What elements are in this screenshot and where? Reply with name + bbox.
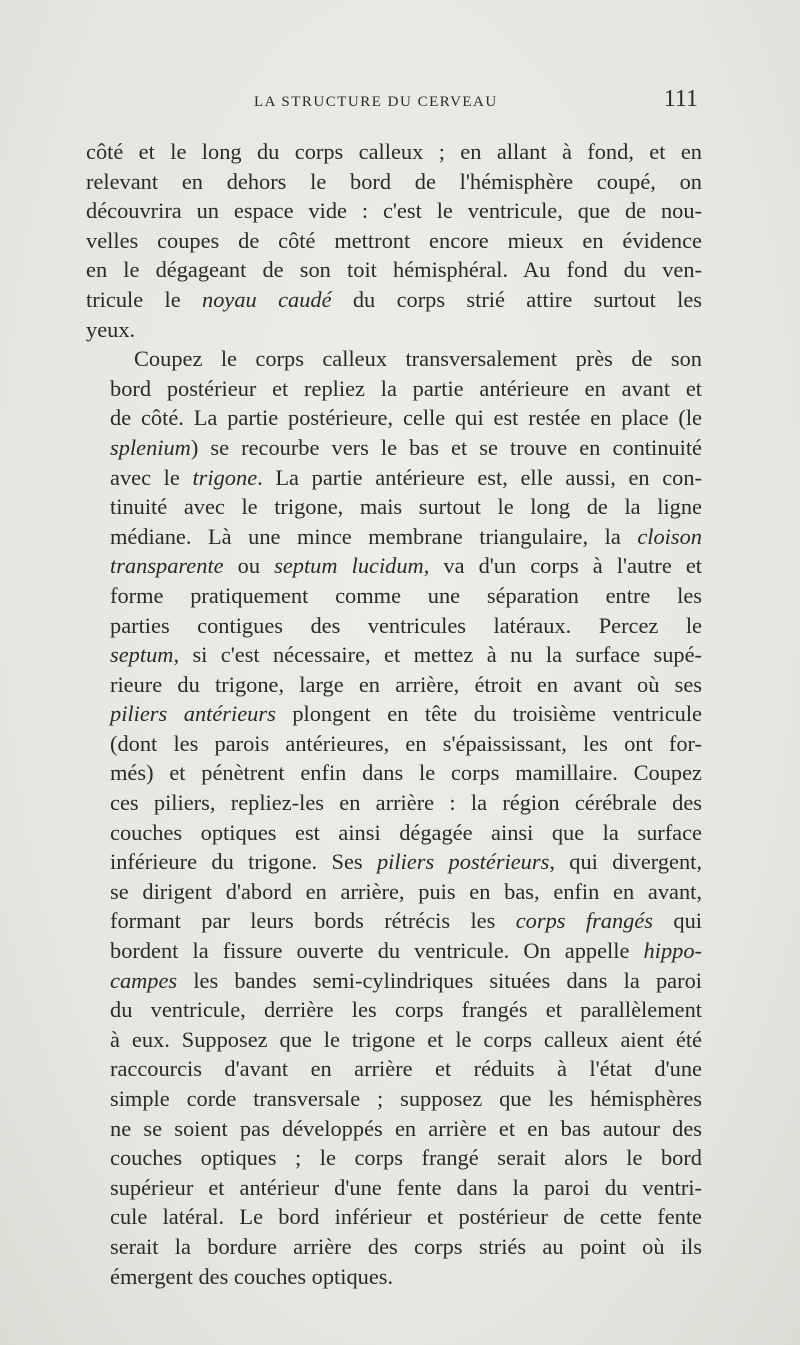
italic-term: piliers antérieurs [110, 701, 276, 727]
text-line [86, 758, 702, 788]
text-run: du ventricule, derrière les corps frangés et parallèlement [110, 997, 702, 1023]
italic-term: trigone [192, 464, 258, 490]
text-line [86, 995, 702, 1025]
text-run: parties contigues des ventricules latéraux. Percez le [110, 612, 702, 638]
text-line [86, 492, 702, 522]
text-run: bordent la fissure ouverte du ventricule. On appelle [110, 938, 644, 964]
italic-term: piliers postérieurs [376, 849, 550, 875]
text-run: formant par leurs bords rétrécis les [110, 908, 516, 934]
text-run: serait la bordure arrière des corps striés au point où ils [110, 1233, 702, 1259]
text-line [86, 167, 702, 197]
text-line [86, 1262, 702, 1292]
text-line [86, 1143, 702, 1173]
text-line [86, 137, 702, 167]
italic-term: hippo- [643, 938, 702, 964]
text-run: découvrira un espace vide : c'est le ventricule, que de nou- [86, 198, 702, 224]
text-run: velles coupes de côté mettront encore mieux en évidence [86, 227, 702, 253]
italic-term: cloison [637, 523, 702, 549]
text-line [86, 196, 702, 226]
text-run: se dirigent d'abord en arrière, puis en bas, enfin en avant, [110, 878, 702, 904]
text-line [86, 1084, 702, 1114]
text-line [86, 255, 702, 285]
text-line [86, 551, 702, 581]
text-run: Coupez le corps calleux transversalement près de son [134, 346, 702, 372]
text-line [86, 344, 702, 374]
text-line [86, 611, 702, 641]
text-line [86, 226, 702, 256]
italic-term: corps frangés [515, 908, 654, 934]
text-run: forme pratiquement comme une séparation entre les [110, 582, 702, 608]
italic-term: splenium [110, 434, 191, 460]
text-run: yeux. [86, 316, 136, 342]
text-run: en le dégageant de son toit hémisphéral. Au fond du ven- [86, 257, 702, 283]
text-run: (dont les parois antérieures, en s'épaississant, les ont for- [110, 730, 702, 756]
running-title: LA STRUCTURE DU CERVEAU [254, 94, 498, 110]
text-run: ne se soient pas développés en arrière et en bas autour des [110, 1115, 702, 1141]
text-run: côté et le long du corps calleux ; en allant à fond, et en [86, 139, 702, 164]
page-number: 111 [663, 86, 698, 112]
text-line [86, 463, 702, 493]
body-text [86, 137, 702, 1291]
paragraph [86, 137, 702, 344]
text-run: ou [223, 553, 275, 579]
text-line [86, 315, 702, 345]
text-run: qui [653, 908, 702, 934]
text-line [86, 640, 702, 670]
text-line [86, 906, 702, 936]
text-line [86, 522, 702, 552]
text-line [86, 1114, 702, 1144]
text-line [86, 581, 702, 611]
text-run: rieure du trigone, large en arrière, étroit en avant où ses [110, 671, 702, 697]
page-header [88, 86, 700, 116]
text-run: de côté. La partie postérieure, celle qui est restée en place (le [110, 405, 702, 431]
text-line [86, 788, 702, 818]
text-line [86, 1054, 702, 1084]
text-run: . La partie antérieure est, elle aussi, en con- [257, 464, 702, 490]
text-line [86, 1025, 702, 1055]
text-run: raccourcis d'avant en arrière et réduits à l'état d'une [110, 1056, 702, 1082]
text-line [86, 1232, 702, 1262]
text-run: émergent des couches optiques. [110, 1263, 394, 1289]
text-line [86, 818, 702, 848]
text-run: médiane. Là une mince membrane triangulaire, la [110, 523, 638, 549]
text-line [86, 374, 702, 404]
text-line [86, 670, 702, 700]
text-line [86, 285, 702, 315]
text-run: més) et pénètrent enfin dans le corps mamillaire. Coupez [110, 760, 702, 786]
text-line [86, 433, 702, 463]
text-run: plongent en tête du troisième ventricule [275, 701, 702, 727]
text-run: les bandes semi-cylindriques situées dans la paroi [177, 967, 702, 993]
italic-term: septum lucidum [274, 553, 424, 579]
text-run: simple corde transversale ; supposez que les hémisphères [110, 1086, 702, 1111]
italic-term: septum [110, 642, 174, 668]
text-run: couches optiques est ainsi dégagée ainsi que la surface [110, 819, 702, 845]
text-run: relevant en dehors le bord de l'hémisphère coupé, on [86, 168, 702, 194]
text-run: tricule le [86, 286, 203, 312]
text-run: tinuité avec le trigone, mais surtout le long de la ligne [110, 494, 702, 520]
text-run: , va d'un corps à l'autre et [423, 553, 702, 579]
text-run: ces piliers, repliez-les en arrière : la région cérébrale des [110, 790, 702, 816]
text-run: bord postérieur et repliez la partie antérieure en avant et [110, 375, 702, 401]
text-run: , si c'est nécessaire, et mettez à nu la surface supé- [173, 642, 702, 668]
paragraph [86, 344, 702, 1291]
text-run: supérieur et antérieur d'une fente dans la paroi du ventri- [110, 1174, 702, 1200]
text-run: cule latéral. Le bord inférieur et postérieur de cette fente [110, 1204, 702, 1230]
text-line [86, 729, 702, 759]
text-line [86, 699, 702, 729]
text-line [86, 1173, 702, 1203]
text-run: à eux. Supposez que le trigone et le corps calleux aient été [110, 1026, 702, 1052]
text-line [86, 1202, 702, 1232]
text-line [86, 877, 702, 907]
italic-term: transparente [110, 553, 224, 579]
text-run: , qui divergent, [549, 849, 702, 875]
italic-term: campes [110, 967, 178, 993]
text-line [86, 936, 702, 966]
italic-term: noyau caudé [202, 286, 332, 312]
text-line [86, 403, 702, 433]
text-run: du corps strié attire surtout les [331, 286, 703, 312]
text-run: avec le [110, 464, 193, 490]
text-line [86, 966, 702, 996]
text-line [86, 847, 702, 877]
text-run: ) se recourbe vers le bas et se trouve en continuité [190, 434, 702, 460]
text-run: inférieure du trigone. Ses [110, 849, 377, 875]
text-run: couches optiques ; le corps frangé serait alors le bord [110, 1145, 702, 1171]
